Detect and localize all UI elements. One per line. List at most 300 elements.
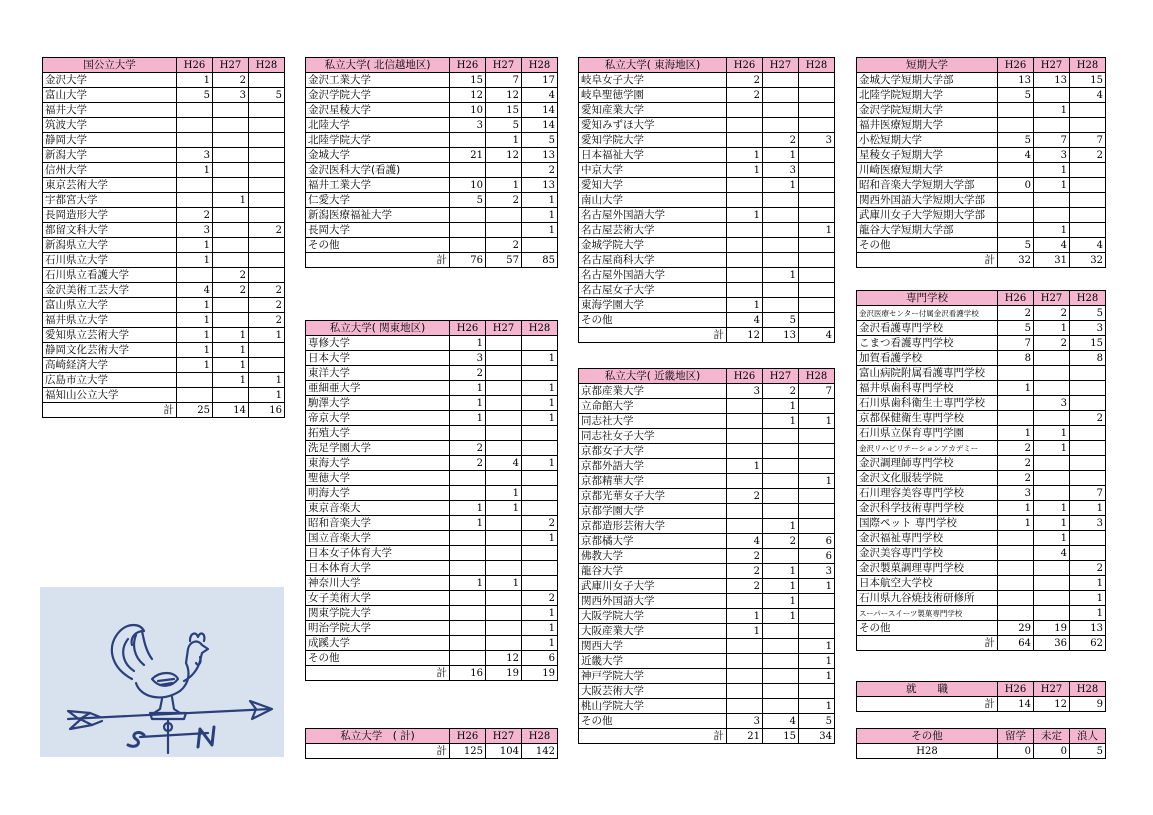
count-cell <box>249 268 285 283</box>
vocational-header-h28: H28 <box>1070 291 1106 306</box>
count-cell: 1 <box>177 253 213 268</box>
total-value: 19 <box>486 666 522 681</box>
school-name: 関西外国語大学 <box>579 594 727 609</box>
school-name: 金城大学 <box>306 148 450 163</box>
table-row <box>306 636 558 651</box>
count-cell <box>1034 456 1070 471</box>
school-name: 金沢科学技術専門学校 <box>857 501 998 516</box>
table-row <box>43 268 285 283</box>
private-total-table <box>305 728 558 759</box>
total-value: 21 <box>727 729 763 744</box>
school-name: 宇都宮大学 <box>43 193 177 208</box>
count-cell: 2 <box>522 591 558 606</box>
total-label: 計 <box>857 253 998 268</box>
count-cell <box>799 268 835 283</box>
school-name: 名古屋女子大学 <box>579 283 727 298</box>
table-row <box>43 388 285 403</box>
count-cell: 1 <box>522 381 558 396</box>
count-cell <box>1070 426 1106 441</box>
table-row <box>579 384 835 399</box>
table-row <box>857 516 1106 531</box>
junior-college-table <box>856 57 1106 268</box>
table-row <box>857 561 1106 576</box>
count-cell <box>177 193 213 208</box>
count-cell: 1 <box>1070 576 1106 591</box>
count-cell: 5 <box>998 133 1034 148</box>
count-cell: 5 <box>249 88 285 103</box>
table-row <box>857 456 1106 471</box>
count-cell <box>799 73 835 88</box>
table-row <box>579 88 835 103</box>
count-cell <box>1070 381 1106 396</box>
table-row <box>857 606 1106 621</box>
kanto-header-h27: H27 <box>486 321 522 336</box>
count-cell <box>177 103 213 118</box>
tokai-header-h26: H26 <box>727 58 763 73</box>
table-row <box>306 88 558 103</box>
total-value: 85 <box>522 253 558 268</box>
count-cell <box>213 178 249 193</box>
table-row <box>43 118 285 133</box>
count-cell: 2 <box>1070 411 1106 426</box>
table-row <box>306 621 558 636</box>
hokushinetsu-header-h26: H26 <box>450 58 486 73</box>
school-name: 日本体育大学 <box>306 561 450 576</box>
total-label: 計 <box>306 744 450 759</box>
count-cell <box>1070 163 1106 178</box>
count-cell <box>799 609 835 624</box>
table-row <box>579 609 835 624</box>
kanto-header-h28: H28 <box>522 321 558 336</box>
table-row <box>579 283 835 298</box>
total-value: 34 <box>799 729 835 744</box>
count-cell: 1 <box>799 699 835 714</box>
hokushinetsu-title: 私立大学( 北信越地区) <box>306 58 450 73</box>
count-cell <box>998 561 1034 576</box>
count-cell <box>763 489 799 504</box>
table-row <box>306 441 558 456</box>
count-cell <box>727 414 763 429</box>
count-cell <box>1070 471 1106 486</box>
count-cell: 3 <box>213 88 249 103</box>
count-cell <box>1070 546 1106 561</box>
count-cell <box>763 223 799 238</box>
school-name: 愛知大学 <box>579 178 727 193</box>
count-cell: 2 <box>213 268 249 283</box>
count-cell: 4 <box>486 456 522 471</box>
count-cell: 5 <box>998 88 1034 103</box>
table-row <box>306 208 558 223</box>
count-cell <box>177 118 213 133</box>
count-cell: 2 <box>486 238 522 253</box>
school-name: 愛知みずほ大学 <box>579 118 727 133</box>
count-cell <box>727 639 763 654</box>
table-row <box>857 133 1106 148</box>
count-cell: 1 <box>249 388 285 403</box>
count-cell: 6 <box>522 651 558 666</box>
table-row <box>306 336 558 351</box>
school-name: 愛知県立芸術大学 <box>43 328 177 343</box>
count-cell <box>249 118 285 133</box>
school-name: 金城大学短期大学部 <box>857 73 998 88</box>
table-row <box>579 489 835 504</box>
count-cell: 12 <box>486 148 522 163</box>
school-name: 金沢福祉専門学校 <box>857 531 998 546</box>
count-cell: 7 <box>486 73 522 88</box>
count-cell <box>799 163 835 178</box>
count-cell: 1 <box>213 358 249 373</box>
school-name: 富山病院附属看護専門学校 <box>857 366 998 381</box>
table-row <box>579 193 835 208</box>
count-cell <box>799 594 835 609</box>
count-cell <box>486 163 522 178</box>
table-row <box>43 313 285 328</box>
school-name: 都留文科大学 <box>43 223 177 238</box>
count-cell: 1 <box>522 456 558 471</box>
table-row <box>306 486 558 501</box>
table-row <box>579 163 835 178</box>
count-cell: 5 <box>486 118 522 133</box>
vocational-school-table <box>856 290 1106 651</box>
count-cell: 2 <box>763 133 799 148</box>
school-name: 広島市立大学 <box>43 373 177 388</box>
count-cell: 5 <box>998 321 1034 336</box>
kinki-header-h26: H26 <box>727 369 763 384</box>
count-cell <box>213 298 249 313</box>
count-cell: 1 <box>1070 606 1106 621</box>
count-cell: 2 <box>1034 336 1070 351</box>
count-cell: 1 <box>763 399 799 414</box>
count-cell: 0 <box>998 178 1034 193</box>
count-cell <box>998 208 1034 223</box>
private_total-header-h28: H28 <box>522 729 558 744</box>
school-name: 金沢医療センター付属金沢看護学校 <box>857 306 998 321</box>
count-cell: 1 <box>727 459 763 474</box>
table-row <box>857 193 1106 208</box>
count-cell <box>763 684 799 699</box>
kinki-header-h27: H27 <box>763 369 799 384</box>
count-cell <box>799 193 835 208</box>
count-cell <box>249 193 285 208</box>
school-name: 筑波大学 <box>43 118 177 133</box>
kinki-header-h28: H28 <box>799 369 835 384</box>
count-cell: 1 <box>522 636 558 651</box>
table-row <box>579 103 835 118</box>
count-cell <box>522 366 558 381</box>
count-cell <box>1070 456 1106 471</box>
count-cell: 1 <box>213 343 249 358</box>
count-cell <box>998 591 1034 606</box>
count-cell <box>763 73 799 88</box>
count-cell <box>799 429 835 444</box>
table-row <box>857 306 1106 321</box>
table-row <box>306 531 558 546</box>
count-cell <box>727 519 763 534</box>
count-cell <box>450 471 486 486</box>
school-name: 名古屋外国語大学 <box>579 208 727 223</box>
table-row <box>43 253 285 268</box>
count-cell: 1 <box>727 163 763 178</box>
count-cell: 12 <box>486 88 522 103</box>
table-row <box>43 88 285 103</box>
count-cell <box>998 546 1034 561</box>
school-name: 石川県立大学 <box>43 253 177 268</box>
count-cell <box>799 684 835 699</box>
total-value: 76 <box>450 253 486 268</box>
count-cell: 2 <box>727 88 763 103</box>
count-cell <box>763 208 799 223</box>
school-name: 明治学院大学 <box>306 621 450 636</box>
count-cell: 7 <box>1034 133 1070 148</box>
count-cell: 3 <box>799 564 835 579</box>
total-value: 12 <box>1034 697 1070 712</box>
count-cell: 5 <box>998 238 1034 253</box>
table-row <box>43 343 285 358</box>
count-cell: 1 <box>213 328 249 343</box>
count-cell <box>727 684 763 699</box>
school-name: 新潟大学 <box>43 148 177 163</box>
total-value: 57 <box>486 253 522 268</box>
count-cell <box>1034 381 1070 396</box>
school-name: 愛知産業大学 <box>579 103 727 118</box>
school-name: 大阪学院大学 <box>579 609 727 624</box>
count-cell: 5 <box>763 313 799 328</box>
count-cell <box>177 268 213 283</box>
count-cell: 1 <box>522 223 558 238</box>
count-cell: 15 <box>1070 73 1106 88</box>
count-cell: 13 <box>1034 73 1070 88</box>
table-row <box>579 313 835 328</box>
total-row <box>579 328 835 343</box>
count-cell <box>998 606 1034 621</box>
school-name: 拓殖大学 <box>306 426 450 441</box>
count-cell <box>450 223 486 238</box>
count-cell <box>998 163 1034 178</box>
table-row <box>306 501 558 516</box>
employment-header-h27: H27 <box>1034 682 1070 697</box>
count-cell <box>799 283 835 298</box>
count-cell <box>450 621 486 636</box>
school-name: こまつ看護専門学校 <box>857 336 998 351</box>
school-name: 名古屋商科大学 <box>579 253 727 268</box>
count-cell <box>763 639 799 654</box>
count-cell: 5 <box>450 193 486 208</box>
school-name: その他 <box>579 714 727 729</box>
count-cell <box>522 561 558 576</box>
school-name: 京都産業大学 <box>579 384 727 399</box>
count-cell: 15 <box>486 103 522 118</box>
count-cell: 14 <box>522 118 558 133</box>
total-value: 104 <box>486 744 522 759</box>
count-cell <box>1070 208 1106 223</box>
count-cell <box>1034 486 1070 501</box>
school-name: その他 <box>306 238 450 253</box>
school-name: 関東学院大学 <box>306 606 450 621</box>
table-row <box>306 366 558 381</box>
table-row <box>579 73 835 88</box>
count-cell <box>763 283 799 298</box>
table-row <box>43 328 285 343</box>
junior-header-h27: H27 <box>1034 58 1070 73</box>
count-cell <box>1034 576 1070 591</box>
count-cell: 2 <box>213 73 249 88</box>
table-row <box>306 238 558 253</box>
school-name: 福知山公立大学 <box>43 388 177 403</box>
other-header-ryugaku: 留学 <box>998 729 1034 744</box>
table-row <box>306 471 558 486</box>
table-row <box>306 163 558 178</box>
school-name: 近畿大学 <box>579 654 727 669</box>
count-cell: 2 <box>522 516 558 531</box>
count-cell: 1 <box>450 516 486 531</box>
count-cell: 3 <box>177 148 213 163</box>
count-cell: 1 <box>450 411 486 426</box>
count-cell <box>799 253 835 268</box>
count-cell: 2 <box>249 283 285 298</box>
count-cell: 1 <box>177 328 213 343</box>
count-cell: 4 <box>727 534 763 549</box>
table-row <box>306 351 558 366</box>
table-row <box>857 441 1106 456</box>
school-name: 名古屋芸術大学 <box>579 223 727 238</box>
school-name: 長岡造形大学 <box>43 208 177 223</box>
total-value: 142 <box>522 744 558 759</box>
count-cell <box>450 426 486 441</box>
count-cell: 1 <box>763 519 799 534</box>
count-cell <box>763 474 799 489</box>
private_total-title: 私立大学 ( 計) <box>306 729 450 744</box>
school-name: 福井工業大学 <box>306 178 450 193</box>
count-cell: 8 <box>1070 351 1106 366</box>
table-row <box>306 396 558 411</box>
private-tokai-table <box>578 57 835 343</box>
count-cell <box>522 546 558 561</box>
count-cell <box>727 223 763 238</box>
count-cell <box>213 133 249 148</box>
count-cell: 1 <box>177 313 213 328</box>
private-kanto-table <box>305 320 558 681</box>
table-row <box>857 576 1106 591</box>
count-cell: 1 <box>213 193 249 208</box>
count-cell <box>177 133 213 148</box>
count-cell: 1 <box>1034 223 1070 238</box>
count-cell <box>799 103 835 118</box>
table-row <box>306 591 558 606</box>
table-row <box>857 366 1106 381</box>
table-row <box>857 103 1106 118</box>
count-cell: 15 <box>1070 336 1106 351</box>
count-cell <box>177 388 213 403</box>
other-table <box>856 728 1106 759</box>
count-cell: 10 <box>450 103 486 118</box>
count-cell: 2 <box>1070 561 1106 576</box>
count-cell: 2 <box>522 163 558 178</box>
count-cell: 1 <box>763 148 799 163</box>
school-name: 石川県立看護大学 <box>43 268 177 283</box>
school-name: 京都外語大学 <box>579 459 727 474</box>
count-cell: 29 <box>998 621 1034 636</box>
count-cell <box>763 459 799 474</box>
school-name: 金沢看護専門学校 <box>857 321 998 336</box>
table-row <box>579 118 835 133</box>
school-name: 立命館大学 <box>579 399 727 414</box>
school-name: 金沢美容専門学校 <box>857 546 998 561</box>
table-row <box>306 73 558 88</box>
count-cell: 15 <box>450 73 486 88</box>
school-name: 名古屋外国語大学 <box>579 268 727 283</box>
count-cell <box>799 178 835 193</box>
other-value-mitei: 0 <box>1034 744 1070 759</box>
count-cell: 1 <box>1034 178 1070 193</box>
count-cell <box>998 396 1034 411</box>
count-cell <box>213 238 249 253</box>
total-value: 32 <box>1070 253 1106 268</box>
count-cell: 17 <box>522 73 558 88</box>
count-cell: 1 <box>998 516 1034 531</box>
count-cell <box>450 606 486 621</box>
count-cell: 2 <box>177 208 213 223</box>
count-cell <box>727 699 763 714</box>
count-cell <box>522 576 558 591</box>
count-cell <box>799 298 835 313</box>
count-cell: 5 <box>799 714 835 729</box>
table-row <box>43 163 285 178</box>
count-cell <box>486 411 522 426</box>
count-cell: 2 <box>727 564 763 579</box>
total-row <box>857 253 1106 268</box>
count-cell <box>1070 103 1106 118</box>
count-cell <box>727 238 763 253</box>
school-name: 駒澤大学 <box>306 396 450 411</box>
junior-title: 短期大学 <box>857 58 998 73</box>
table-row <box>579 549 835 564</box>
count-cell: 1 <box>1070 501 1106 516</box>
total-value: 14 <box>998 697 1034 712</box>
table-row <box>306 426 558 441</box>
count-cell: 4 <box>998 148 1034 163</box>
count-cell: 13 <box>522 148 558 163</box>
total-value: 36 <box>1034 636 1070 651</box>
table-row <box>857 621 1106 636</box>
count-cell: 2 <box>249 298 285 313</box>
school-name: 関西大学 <box>579 639 727 654</box>
school-name: 星稜女子短期大学 <box>857 148 998 163</box>
school-name: 龍谷大学短期大学部 <box>857 223 998 238</box>
table-row <box>306 148 558 163</box>
count-cell <box>486 441 522 456</box>
count-cell: 1 <box>486 486 522 501</box>
count-cell <box>1070 178 1106 193</box>
school-name: 神奈川大学 <box>306 576 450 591</box>
count-cell: 1 <box>1034 441 1070 456</box>
count-cell <box>1034 351 1070 366</box>
count-cell <box>486 636 522 651</box>
employment-header-h28: H28 <box>1070 682 1106 697</box>
count-cell: 1 <box>1034 163 1070 178</box>
count-cell: 1 <box>177 358 213 373</box>
total-row <box>306 253 558 268</box>
school-name: 昭和音楽大学 <box>306 516 450 531</box>
school-name: 信州大学 <box>43 163 177 178</box>
national-university-table <box>42 57 285 418</box>
school-name: 愛知学院大学 <box>579 133 727 148</box>
table-row <box>306 516 558 531</box>
count-cell: 1 <box>799 654 835 669</box>
total-label: 計 <box>579 328 727 343</box>
school-name: 京都造形芸術大学 <box>579 519 727 534</box>
table-row <box>43 208 285 223</box>
count-cell <box>727 654 763 669</box>
